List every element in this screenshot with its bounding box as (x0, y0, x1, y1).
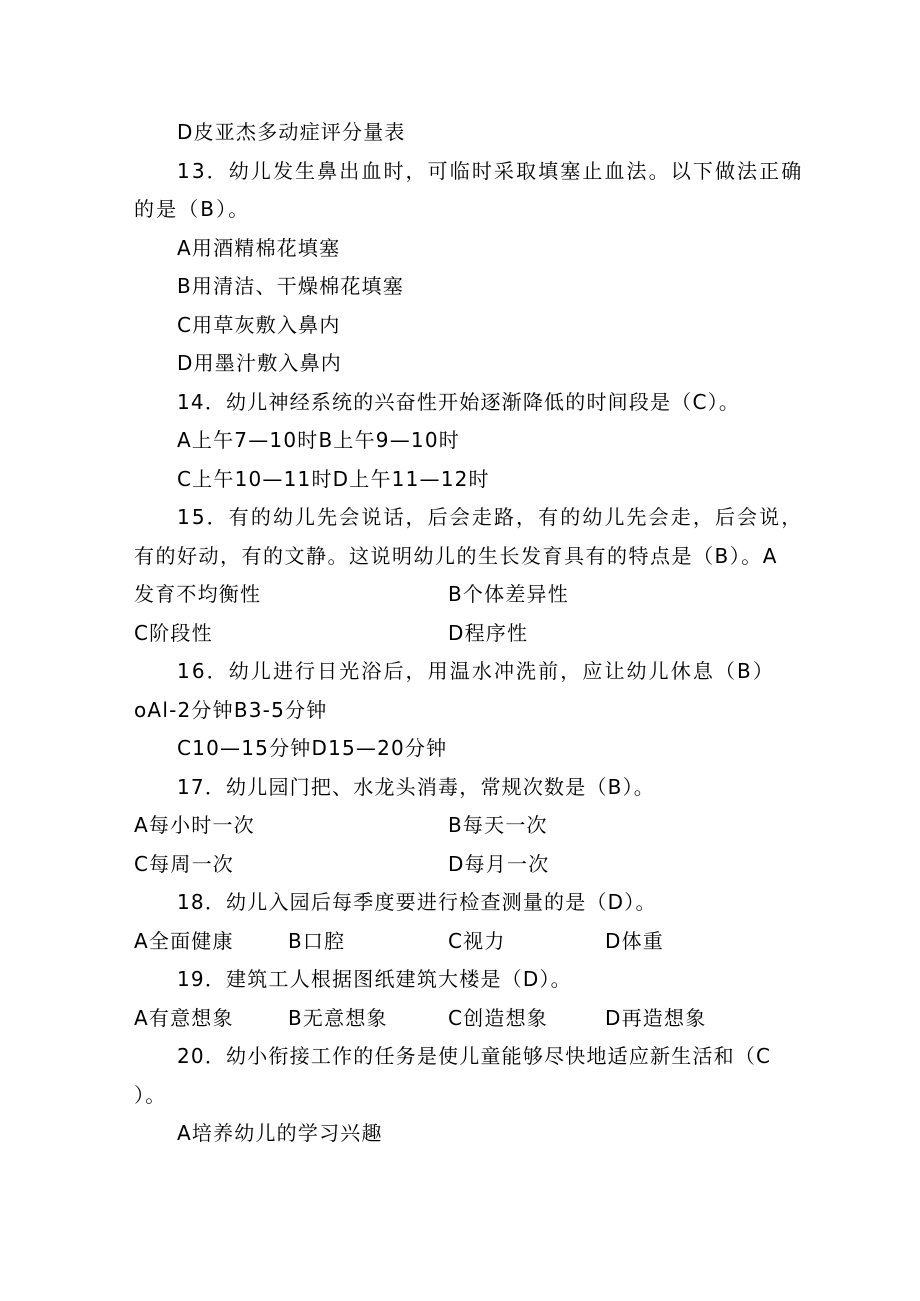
option-line: C阶段性 (134, 621, 213, 645)
option-line: A全面健康 (134, 929, 234, 953)
question-line: 20．幼小衔接工作的任务是使儿童能够尽快地适应新生活和（C (177, 1044, 772, 1068)
question-line: 17．幼儿园门把、水龙头消毒，常规次数是（B）。 (177, 775, 655, 799)
option-line: A每小时一次 (134, 813, 255, 837)
option-line: C10—15分钟D15—20分钟 (177, 736, 448, 760)
option-line: A上午7—10时B上午9—10时 (177, 428, 460, 452)
option-line: D体重 (605, 929, 665, 953)
question-line: ）。 (134, 1083, 167, 1107)
option-line: D再造想象 (605, 1006, 707, 1030)
question-line: 18．幼儿入园后每季度要进行检查测量的是（D）。 (177, 890, 657, 914)
option-line: C每周一次 (134, 852, 234, 876)
option-line: D程序性 (448, 621, 529, 645)
option-line: A有意想象 (134, 1006, 234, 1030)
option-line: C上午10—11时D上午11—12时 (177, 467, 490, 491)
option-line: B无意想象 (288, 1006, 388, 1030)
option-line: B用清洁、干燥棉花填塞 (177, 274, 404, 298)
question-line: 有的好动，有的文静。这说明幼儿的生长发育具有的特点是（B）。A (134, 544, 778, 568)
option-line: C视力 (448, 929, 506, 953)
option-line: C用草灰敷入鼻内 (177, 313, 341, 337)
question-line: 14．幼儿神经系统的兴奋性开始逐渐降低的时间段是（C）。 (177, 390, 741, 414)
question-line: 16．幼儿进行日光浴后，用温水冲洗前，应让幼儿休息（B） (177, 659, 775, 683)
option-line: A用酒精棉花填塞 (177, 236, 341, 260)
option-line: oAl-2分钟B3-5分钟 (134, 698, 328, 722)
option-line: A培养幼儿的学习兴趣 (177, 1121, 383, 1145)
question-line: 的是（B）。 (134, 197, 251, 221)
question-line: 15．有的幼儿先会说话，后会走路，有的幼儿先会走，后会说， (177, 505, 804, 529)
option-line: B口腔 (288, 929, 346, 953)
option-line: B个体差异性 (448, 582, 569, 606)
option-line: B每天一次 (448, 813, 548, 837)
option-line: C创造想象 (448, 1006, 548, 1030)
question-line: 13．幼儿发生鼻出血时，可临时采取填塞止血法。以下做法正确 (177, 159, 804, 183)
option-line: D皮亚杰多动症评分量表 (177, 120, 406, 144)
option-line: D用墨汁敷入鼻内 (177, 351, 343, 375)
option-line: D每月一次 (448, 852, 550, 876)
question-line: 19．建筑工人根据图纸建筑大楼是（D）。 (177, 967, 572, 991)
option-line: 发育不均衡性 (134, 582, 262, 606)
